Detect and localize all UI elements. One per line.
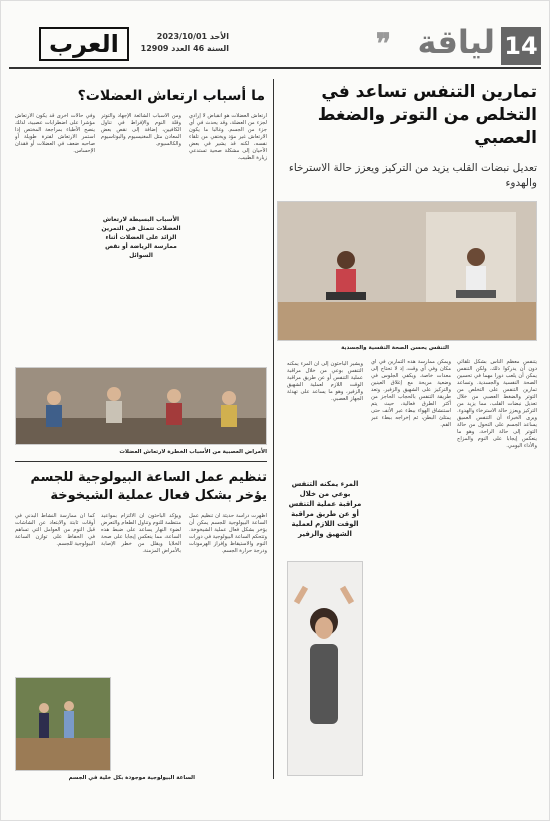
walking-people-photo-icon [15, 678, 110, 771]
main-article-col-1: يتنفس معظم الناس بشكل تلقائي دون أن يدركوا ذلك، ولكن التنفس يمكن أن يلعب دورا مهما في تحسين الصحة النفسية والجسدية. وتساعد تمارين التنفس على التخلص من التوتر والضغط العصبي من خلال تعديل نبضات القلب، مما يزيد من التركيز ويعزز حالة الاسترخاء والهدوء. ويرى الخبراء أن التنفس العميق يساعد الجسم على التحول من حالة التوتر إلى حالة الراحة، وهو ما ينعكس إيجابا على النوم والمزاج والأداء اليومي. [457, 359, 537, 449]
bottom-article-title: تنظيم عمل الساعة البيولوجية للجسم يؤخر بشكل فعال عملية الشيخوخة [30, 470, 267, 503]
issue-info [139, 31, 229, 55]
side-article-col-1: ارتعاش العضلات هو انقباض لا إرادي لجزء من العضلة، وقد يحدث في أي جزء من الجسم. وغالبا ما يكون الارتعاش غير مؤذ ويختفي من تلقاء نفسه، لكنه قد يشير في بعض الأحيان إلى مشكلة صحية تستدعي زيارة الطبيب. [189, 113, 267, 161]
issue-number: السنة 46 العدد 12909 [140, 44, 229, 53]
side-pull-quote: الأسباب البسيطة لارتعاش العضلات تتمثل في التمرين الزائد على العضلات أثناء ممارسة الرياضة أو نقص السوائل [101, 216, 181, 259]
side-article-title: ما أسباب ارتعاش العضلات؟ [77, 88, 265, 104]
woman-photo-icon [287, 562, 362, 776]
section-title: لياقة [417, 23, 495, 61]
side-article-photo [15, 367, 267, 445]
elderly-people-photo-icon [15, 368, 266, 445]
main-article-col-2: ويمكن ممارسة هذه التمارين في أي مكان وفي أي وقت، إذ لا تحتاج إلى معدات خاصة. ويكفي الجلوس في وضعية مريحة مع إغلاق العينين والتركيز على الشهيق والزفير. وتعد طريقة التنفس بالحجاب الحاجز من أكثر الطرق فعالية، حيث يتم استنشاق الهواء ببطء عبر الأنف حتى يمتلئ البطن، ثم إخراجه ببطء عبر الفم. [371, 359, 451, 428]
side-photo-caption: الأمراض العصبية من الأسباب الخطرة لارتعاش العضلات [119, 449, 267, 455]
page-number: 14 [501, 27, 541, 65]
main-photo-caption: التنفس يحسن الصحة النفسية والجسدية [341, 345, 449, 351]
main-article-col-3: ويشير الباحثون إلى أن المرء يمكنه التنفس بوعي من خلال مراقبة عملية التنفس أو عن طريق مراقبة الوقت اللازم لعملية الشهيق والزفير، وهو ما يساعد على تهدئة الجهاز العصبي. [287, 361, 363, 402]
breathing-woman-photo [287, 561, 363, 776]
side-article-col-2: ومن الأسباب الشائعة الإجهاد والتوتر وقلة النوم والإفراط في تناول الكافيين، إضافة إلى نقص بعض المعادن مثل المغنيسيوم والبوتاسيوم والكالسيوم. [101, 113, 181, 147]
bottom-article-photo [15, 677, 111, 771]
bottom-photo-caption: الساعة البيولوجية موجودة بكل خلية في الجسم [68, 775, 195, 781]
main-pull-quote: المرء يمكنه التنفس بوعي من خلال مراقبة عملية التنفس أو عن طريق مراقبة الوقت اللازم لعملية الشهيق والزفير [288, 480, 362, 538]
main-article-title: تمارين التنفس تساعد في التخلص من التوتر والضغط العصبي [317, 82, 537, 148]
main-article-subtitle: تعديل نبضات القلب يزيد من التركيز ويعزز حالة الاسترخاء والهدوء [288, 162, 537, 189]
newspaper-logo: العرب [39, 27, 129, 61]
meditation-photo-icon [277, 202, 536, 341]
side-article-col-3: وفي حالات أخرى قد يكون الارتعاش مؤشرا على اضطرابات عصبية، لذلك ينصح الأطباء بمراجعة المختص إذا استمر الارتعاش لفترة طويلة أو صاحبه ضعف في العضلات أو فقدان الإحساس. [15, 113, 95, 154]
page-header [9, 21, 541, 69]
main-article-photo [277, 201, 537, 341]
quote-icon: ❞ [375, 27, 391, 60]
bottom-article-col-3: كما أن ممارسة النشاط البدني في أوقات ثابتة والابتعاد عن الشاشات قبل النوم من العوامل التي تساهم في الحفاظ على توازن الساعة البيولوجية للجسم. [15, 513, 95, 547]
bottom-article-col-2: ويؤكد الباحثون أن الالتزام بمواعيد منتظمة للنوم وتناول الطعام والتعرض لضوء النهار يساعد على ضبط هذه الساعة، مما ينعكس إيجابا على صحة الخلايا ويقلل من خطر الإصابة بالأمراض المزمنة. [101, 513, 181, 554]
bottom-article-col-1: أظهرت دراسة حديثة أن تنظيم عمل الساعة البيولوجية للجسم يمكن أن يؤخر بشكل فعال عملية الشيخوخة. وتتحكم الساعة البيولوجية في دورات النوم والاستيقاظ وإفراز الهرمونات ودرجة حرارة الجسم. [189, 513, 267, 554]
column-divider [273, 79, 274, 779]
section-divider [15, 461, 267, 462]
issue-date: الأحد 2023/10/01 [156, 32, 229, 41]
